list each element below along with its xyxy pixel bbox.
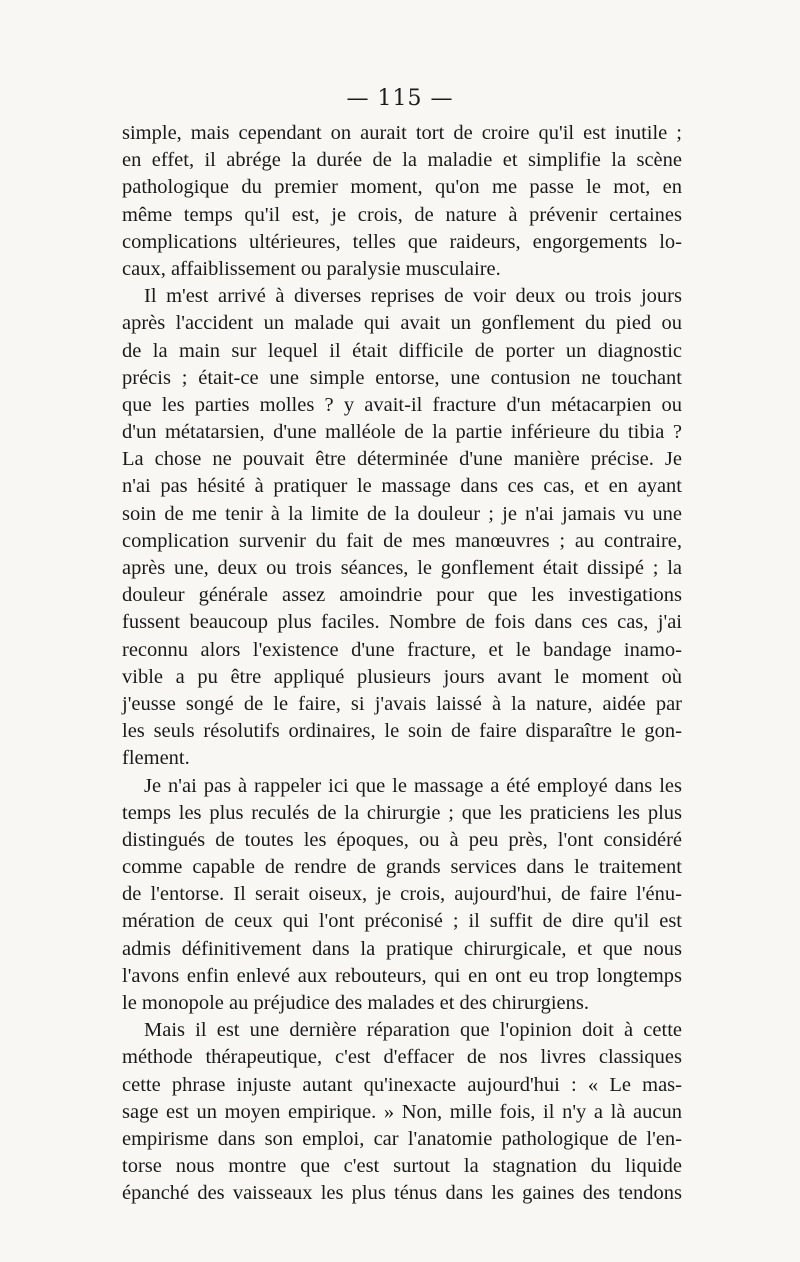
text-line: de la main sur lequel il était difficile de porter un diagnostic [122, 339, 682, 362]
text-line: douleur générale assez amoindrie pour que les investigations [122, 584, 682, 607]
text-line: vible a pu être appliqué plusieurs jours avant le moment où [122, 665, 682, 688]
text-line: que les parties molles ? y avait-il fracture d'un métacarpien ou [122, 393, 682, 416]
text-line: Mais il est une dernière réparation que l'opinion doit à cette [144, 1019, 682, 1042]
text-line: complications ultérieures, telles que raideurs, engorgements lo- [122, 230, 682, 253]
text-line: les seuls résolutifs ordinaires, le soin de faire disparaître le gon- [122, 720, 682, 743]
text-line: comme capable de rendre de grands services dans le traitement [122, 856, 682, 879]
text-line: temps les plus reculés de la chirurgie ; que les praticiens les plus [122, 801, 682, 824]
text-line: d'un métatarsien, d'une malléole de la partie inférieure du tibia ? [122, 421, 682, 444]
text-line: l'avons enfin enlevé aux rebouteurs, qui en ont eu trop longtemps [122, 964, 682, 987]
text-line: reconnu alors l'existence d'une fracture, et le bandage inamo- [122, 638, 682, 661]
text-line: en effet, il abrége la durée de la maladie et simplifie la scène [122, 149, 682, 172]
text-line: mération de ceux qui l'ont préconisé ; il suffit de dire qu'il est [122, 910, 682, 933]
text-line: cette phrase injuste autant qu'inexacte aujourd'hui : « Le mas- [122, 1073, 682, 1096]
text-line: empirisme dans son emploi, car l'anatomie pathologique de l'en- [122, 1127, 682, 1150]
text-line: épanché des vaisseaux les plus ténus dans les gaines des tendons [122, 1182, 682, 1205]
text-line: pathologique du premier moment, qu'on me passe le mot, en [122, 176, 682, 199]
text-line: caux, affaiblissement ou paralysie musculaire. [122, 257, 501, 280]
text-line: sage est un moyen empirique. » Non, mille fois, il n'y a là aucun [122, 1100, 682, 1123]
text-line: Il m'est arrivé à diverses reprises de voir deux ou trois jours [144, 285, 682, 308]
text-line: complication survenir du fait de mes manœuvres ; au contraire, [122, 529, 682, 552]
text-line: torse nous montre que c'est surtout la stagnation du liquide [122, 1155, 682, 1178]
text-line: après une, deux ou trois séances, le gonflement était dissipé ; la [122, 557, 682, 579]
text-line: La chose ne pouvait être déterminée d'une manière précise. Je [122, 448, 682, 471]
text-line: même temps qu'il est, je crois, de nature à prévenir certaines [122, 203, 682, 226]
text-line: le monopole au préjudice des malades et des chirurgiens. [122, 992, 589, 1014]
body-text [122, 120, 682, 1208]
text-line: flement. [122, 747, 190, 770]
text-line: fussent beaucoup plus faciles. Nombre de fois dans ces cas, j'ai [122, 611, 682, 634]
text-line: j'eusse songé de le faire, si j'avais laissé à la nature, aidée par [122, 692, 682, 715]
page-number: — 115 — [346, 86, 454, 111]
text-line: précis ; était-ce une simple entorse, une contusion ne touchant [122, 366, 682, 389]
text-line: n'ai pas hésité à pratiquer le massage dans ces cas, et en ayant [122, 475, 682, 498]
text-line: soin de me tenir à la limite de la douleur ; je n'ai jamais vu une [122, 502, 682, 525]
text-line: de l'entorse. Il serait oiseux, je crois, aujourd'hui, de faire l'énu- [122, 883, 682, 906]
text-line: Je n'ai pas à rappeler ici que le massage a été employé dans les [144, 774, 682, 797]
text-line: méthode thérapeutique, c'est d'effacer de nos livres classiques [122, 1046, 682, 1069]
text-line: après l'accident un malade qui avait un gonflement du pied ou [122, 312, 682, 335]
text-line: simple, mais cependant on aurait tort de croire qu'il est inutile ; [122, 122, 682, 144]
text-line: distingués de toutes les époques, ou à peu près, l'ont considéré [122, 828, 682, 851]
text-line: admis définitivement dans la pratique chirurgicale, et que nous [122, 937, 682, 960]
